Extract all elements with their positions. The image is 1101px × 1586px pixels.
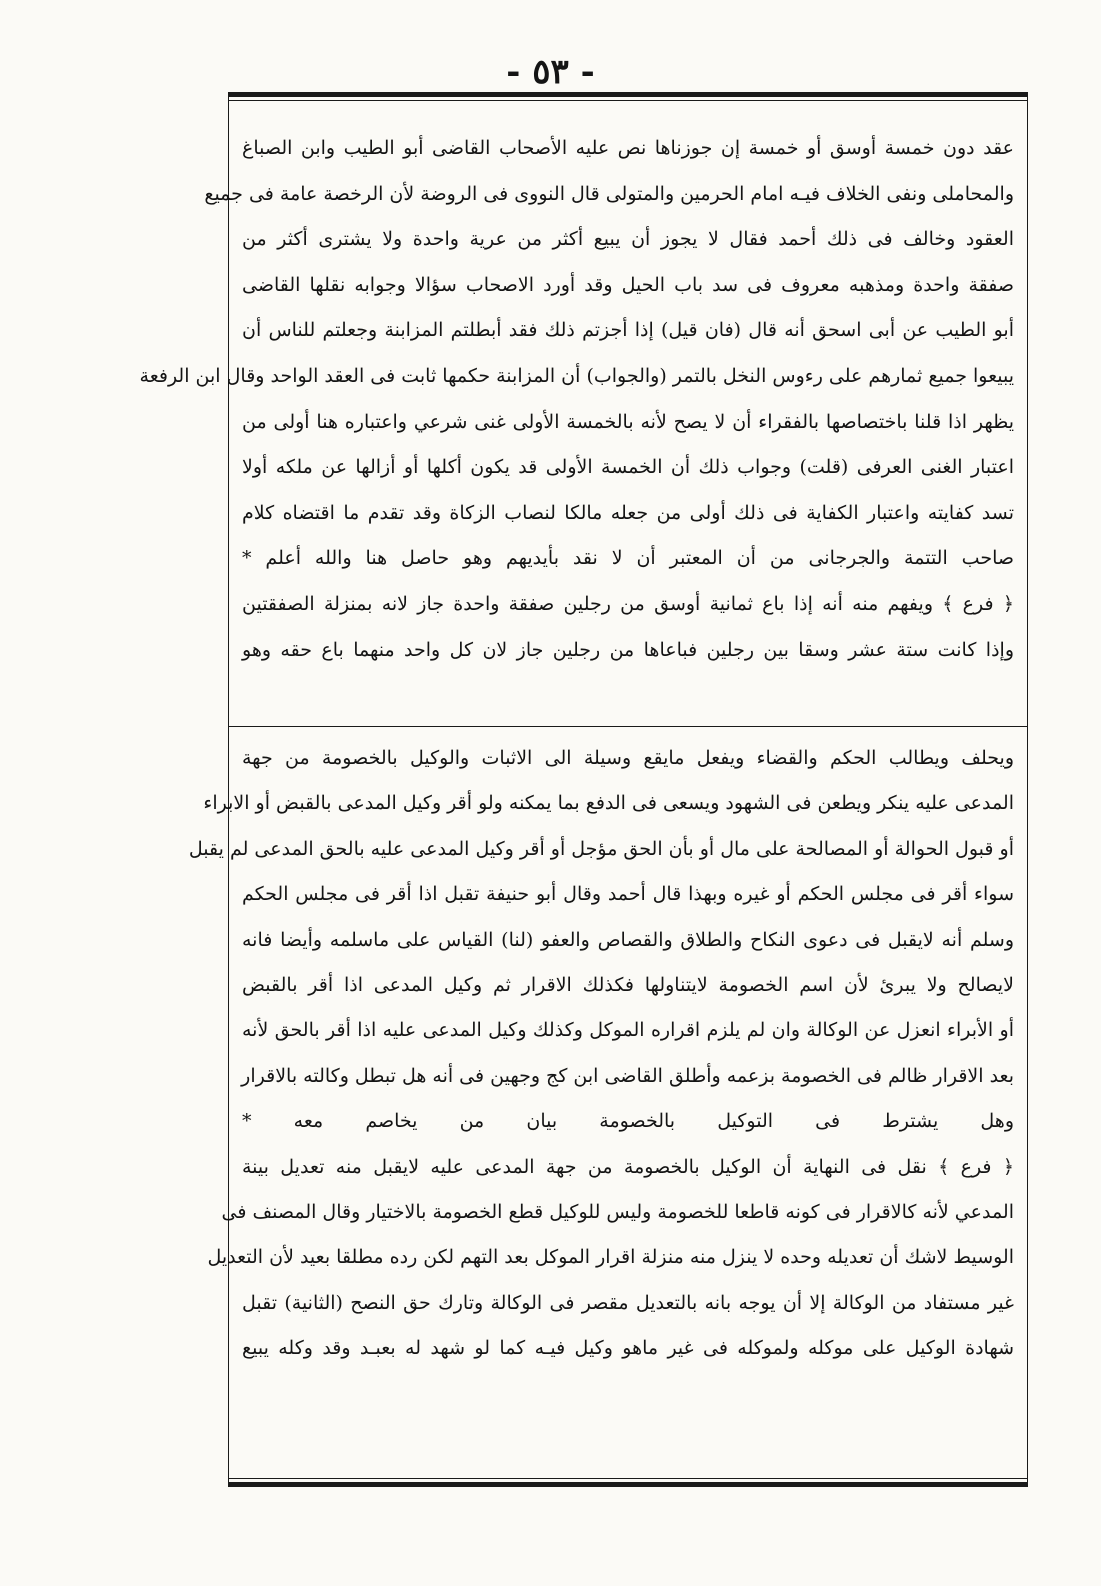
frame-border-top-inner xyxy=(228,100,1028,101)
text-line: المدعي لأنه كالاقرار فى كونه قاطعا للخصومة وليس للوكيل قطع الخصومة بالاختيار وقال المصنف فى xyxy=(221,1200,1014,1223)
text-line: المدعى عليه ينكر ويطعن فى الشهود ويسعى فى الدفع بما يمكنه ولو أقر وكيل المدعى بالقبض أو الابراء xyxy=(203,792,1014,815)
text-line: وهل يشترط فى التوكيل بالخصومة بيان من يخاصم معه * xyxy=(242,1110,1014,1133)
section-divider xyxy=(228,726,1028,727)
text-line: صفقة واحدة ومذهبه معروف فى سد باب الحيل وقد أورد الاصحاب سؤالا وجوابه نقلها القاضى xyxy=(242,273,1014,296)
frame-border-bottom xyxy=(228,1482,1028,1487)
frame-border-top xyxy=(228,92,1028,97)
text-line: ﴿ فرع ﴾ نقل فى النهاية أن الوكيل بالخصومة من جهة المدعى عليه لايقبل منه تعديل بينة xyxy=(242,1155,1014,1178)
lower-text-section xyxy=(188,736,1014,1371)
text-line: الوسيط لاشك أن تعديله وحده لا ينزل منه منزلة اقرار الموكل بعد التهم لكن رده مطلقا بعيد لأن التعديل xyxy=(207,1246,1014,1269)
upper-text-section xyxy=(139,126,1014,673)
text-line: عقد دون خمسة أوسق أو خمسة إن جوزناها نص عليه الأصحاب القاضى أبو الطيب وابن الصباغ xyxy=(242,137,1014,159)
page-number: - ٥٣ - xyxy=(506,52,595,92)
frame-border-right xyxy=(1027,92,1028,1487)
text-line: صاحب التتمة والجرجانى من أن المعتبر أن لا نقد بأيديهم وهو حاصل هنا والله أعلم * xyxy=(242,547,1014,570)
text-line: لايصالح ولا يبرئ لأن اسم الخصومة لايتناولها فكذلك الاقرار ثم وكيل المدعى اذا أقر بالقبض xyxy=(242,973,1014,996)
text-line: والمحاملى ونفى الخلاف فيـه امام الحرمين والمتولى قال النووى فى الروضة لأن الرخصة عامة فى جميع xyxy=(204,182,1014,205)
text-line: العقود وخالف فى ذلك أحمد فقال لا يجوز أن يبيع أكثر من عرية واحدة ولا يشترى أكثر من xyxy=(242,228,1014,251)
text-line: بعد الاقرار ظالم فى الخصومة بزعمه وأطلق القاضى ابن كج وجهين فى أنه هل تبطل وكالته بالاقرار xyxy=(241,1064,1014,1087)
text-line: سواء أقر فى مجلس الحكم أو غيره وبهذا قال أحمد وقال أبو حنيفة تقبل اذا أقر فى مجلس الحكم xyxy=(242,883,1014,906)
text-frame xyxy=(139,92,1028,1487)
text-line: ﴿ فرع ﴾ ويفهم منه أنه إذا باع ثمانية أوسق من رجلين صفقة واحدة جاز لانه بمنزلة الصفقتين xyxy=(242,592,1014,615)
text-line: وسلم أنه لايقبل فى دعوى النكاح والطلاق والقصاص والعفو (لنا) القياس على ماسلمه وأيضا فانه xyxy=(242,928,1014,951)
frame-border-bottom-inner xyxy=(228,1478,1028,1479)
text-line: ويحلف ويطالب الحكم والقضاء ويفعل مايقع وسيلة الى الاثبات والوكيل بالخصومة من جهة xyxy=(242,747,1014,769)
text-line: أو قبول الحوالة أو المصالحة على مال أو بأن الحق مؤجل أو أقر وكيل المدعى عليه بالحق المدعى لم يقبل xyxy=(188,837,1014,860)
text-line: شهادة الوكيل على موكله ولموكله فى غير ماهو وكيل فيـه كما لو شهد له بعبـد وقد وكله يبيع xyxy=(242,1337,1014,1360)
text-line: أبو الطيب عن أبى اسحق أنه قال (فان قيل) إذا أجزتم ذلك فقد أبطلتم المزابنة وجعلتم للناس أن xyxy=(242,319,1014,342)
text-line: يبيعوا جميع ثمارهم على رءوس النخل بالتمر (والجواب) أن المزابنة حكمها ثابت فى العقد الواحد وقال ابن الرفعة xyxy=(139,364,1014,387)
text-line: وإذا كانت ستة عشر وسقا بين رجلين فباعاها من رجلين جاز لان كل واحد منهما باع حقه وهو xyxy=(242,638,1014,661)
text-line: اعتبار الغنى العرفى (قلت) وجواب ذلك أن الخمسة الأولى قد يكون أكلها أو أزالها عن ملكه أولا xyxy=(242,456,1014,479)
text-line: أو الأبراء انعزل عن الوكالة وان لم يلزم اقراره الموكل وكذلك وكيل المدعى عليه اذا أقر بالحق لأنه xyxy=(242,1019,1014,1042)
text-line: يظهر اذا قلنا باختصاصها بالفقراء أن لا يصح لأنه بالخمسة الأولى غنى شرعي واعتباره هنا أولى من xyxy=(242,410,1014,433)
text-line: غير مستفاد من الوكالة إلا أن يوجه بانه بالتعديل مقصر فى الوكالة وتارك حق النصح (الثانية) تقبل xyxy=(242,1291,1014,1314)
text-line: تسد كفايته واعتبار الكفاية فى ذلك أولى من جعله مالكا لنصاب الزكاة وقد تقدم ما اقتضاه كلام xyxy=(242,501,1014,524)
